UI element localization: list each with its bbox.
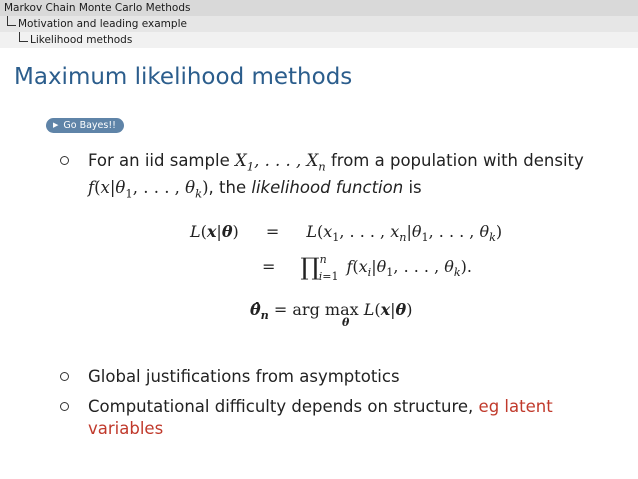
latent-variables-highlight: eg latent variables: [88, 397, 553, 438]
slide-header: [0, 0, 638, 48]
go-bayes-label: Go Bayes!!: [63, 120, 116, 131]
header-subsubsection-label: Likelihood methods: [30, 34, 133, 46]
bullet-circle-icon: [60, 156, 69, 165]
header-section[interactable]: [0, 0, 638, 16]
bullet1-tail: is: [408, 178, 422, 198]
slide-title: Maximum likelihood methods: [14, 64, 353, 90]
bullet-text: [88, 396, 588, 440]
bullet-text: For an iid sample $X_1$, . . . , $X_n$ from a population with density $f(x|\theta_1$, . . . , $\theta_k$), the likelihood function is: [88, 151, 584, 201]
header-section-label: Markov Chain Monte Carlo Methods: [4, 2, 191, 14]
bullet1-end: , the: [208, 178, 247, 198]
likelihood-equation-line2: = $\prod^n_{i=1}f(x_i|\theta_1$, . . . , $\theta_k$).: [262, 253, 472, 283]
bullet-circle-icon: [60, 372, 69, 381]
triangle-right-icon: ▶: [53, 121, 59, 129]
bullet1-intro: For an iid sample: [88, 151, 230, 170]
header-subsection[interactable]: [0, 16, 638, 32]
likelihood-term: likelihood function: [251, 178, 404, 198]
density-notation: f: [88, 178, 95, 198]
bullet3-text: Computational difficulty depends on structure,: [88, 397, 474, 416]
go-bayes-button[interactable]: [46, 118, 124, 133]
bullet-circle-icon: [60, 402, 69, 411]
likelihood-equation-line1: $L(x|\theta) = L(x_1$, . . . , $x_n|\theta_1$, . . . , $\theta_k$): [190, 222, 503, 245]
header-subsection-label: Motivation and leading example: [18, 18, 187, 30]
mle-equation: $\thetâ_n$ = arg max L(x|θ) θ: [250, 300, 413, 329]
bullet1-mid: from a population with density: [330, 151, 584, 170]
bullet-text: Global justifications from asymptotics: [88, 367, 400, 386]
tree-branch-icon: [19, 32, 28, 42]
sample-notation: $X_1$, . . . , $X_n$: [234, 151, 326, 174]
header-subsubsection[interactable]: [0, 32, 638, 48]
tree-branch-icon: [7, 16, 16, 26]
